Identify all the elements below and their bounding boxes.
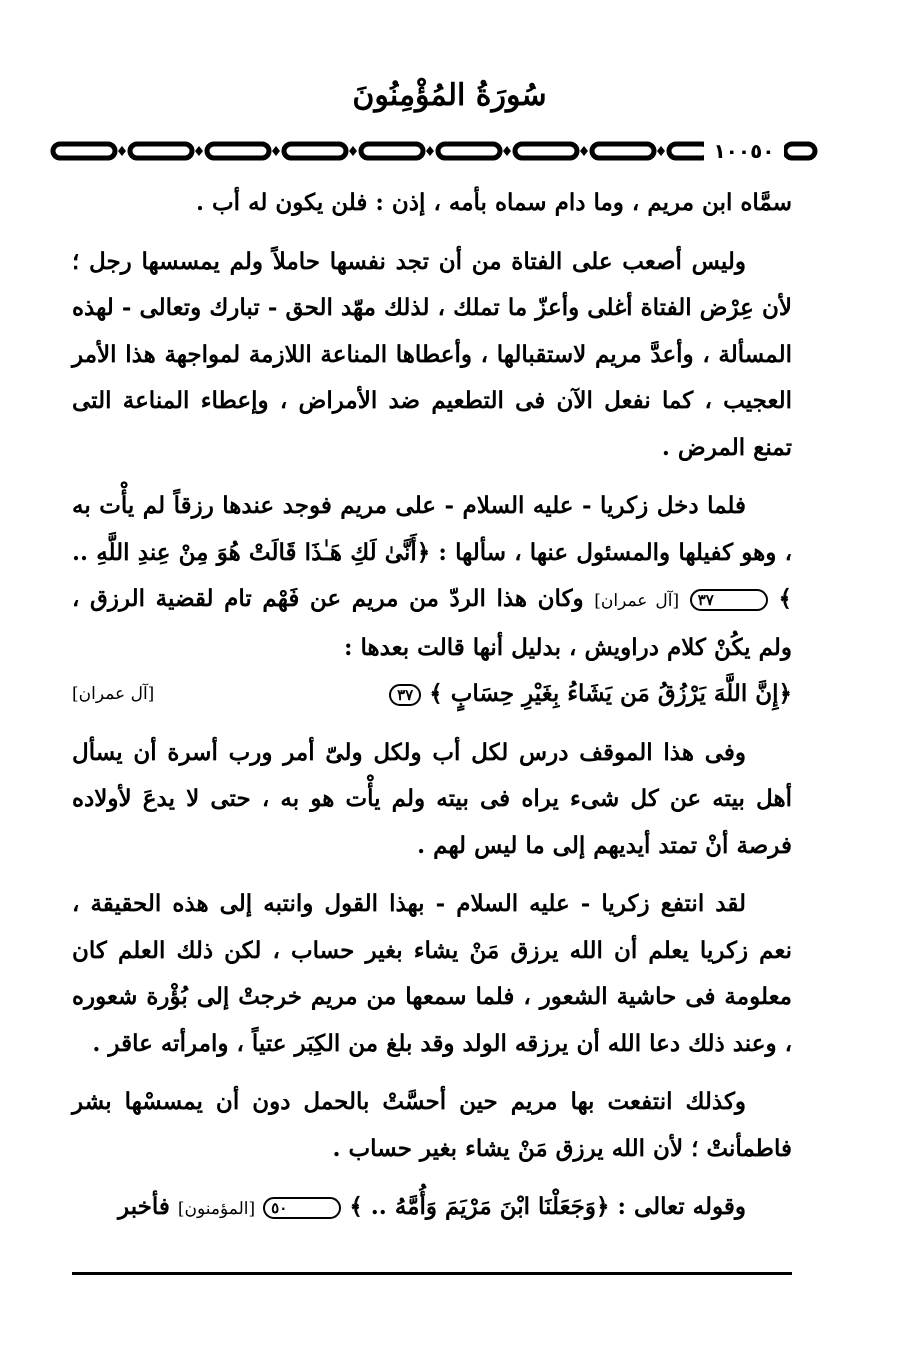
paragraph-with-verse [72,483,792,671]
paragraph-with-verse [72,1184,792,1233]
page-body [72,180,792,1245]
paragraph-text: وقوله تعالى : [609,1193,746,1220]
paragraph: سمَّاه ابن مريم ، وما دام سماه بأمه ، إذن : فلن يكون له أب . [196,189,792,216]
quran-verse: ﴿أَنَّىٰ لَكِ هَـٰذَا قَالَتْ هُوَ مِنْ عِندِ اللَّهِ .. ﴾ [72,538,792,612]
paragraph: وكذلك انتفعت بها مريم حين أحسَّتْ بالحمل دون أن يمسسْها بشر فاطمأنتْ ؛ لأن الله يرزق مَنْ يشاء بغير حساب . [72,1088,792,1162]
quran-verse: ﴿إِنَّ اللَّهَ يَرْزُقُ مَن يَشَاءُ بِغَيْرِ حِسَابٍ ﴾ [429,680,792,707]
verse-line [72,671,792,718]
footer-rule [72,1272,792,1275]
paragraph: وفى هذا الموقف درس لكل أب ولكل ولىّ أمر ورب أسرة أن يسأل أهل بيته عن كل شىء يراه فى بيته ولم يأْت هو به ، حتى لا يدعَ لأولاده فرصة أنْ تمتد أيديهم إلى ما ليس لهم . [72,738,792,859]
quran-verse: ﴿وَجَعَلْنَا ابْنَ مَرْيَمَ وَأُمَّهُ .. ﴾ [349,1193,610,1220]
paragraph: وليس أصعب على الفتاة من أن تجد نفسها حاملاً ولم يمسسها رجل ؛ لأن عِرْض الفتاة أغلى وأعزّ ما تملك ، لذلك مهّد الحق - تبارك وتعالى - لهذه المسألة ، وأعدَّ مريم لاستقبالها ، وأعطاها المناعة اللازمة لمواجهة هذا الأمر العجيب ، كما نفعل الآن فى التطعيم ضد الأمراض ، وإعطاء المناعة التى تمنع المرض . [72,247,792,461]
ayah-number: ٥٠ [263,1197,341,1219]
surah-reference: [المؤمنون] [177,1199,256,1219]
paragraph: لقد انتفع زكريا - عليه السلام - بهذا القول وانتبه إلى هذه الحقيقة ، نعم زكريا يعلم أن الله يرزق مَنْ يشاء بغير حساب ، لكن ذلك العلم كان معلومة فى حاشية الشعور ، فلما سمعها من مريم خرجتْ إلى بُؤْرة شعوره ، وعند ذلك دعا الله أن يرزقه الولد وقد بلغ من الكِبَر عتياً ، وامرأته عاقر . [72,890,792,1057]
surah-reference: [آل عمران] [72,684,155,704]
ayah-number: ٣٧ [690,589,768,611]
page-number: ١٠٠٥٠ [704,140,784,162]
surah-reference: [آل عمران] [594,591,680,611]
surah-title: سُورَةُ المُؤْمِنُونَ [352,78,547,113]
paragraph-text: وكان هذا الردّ من مريم عن فَهْم تام لقضية الرزق ، ولم يكُنْ كلام دراويش ، بدليل أنها قالت بعدها : [72,585,792,661]
paragraph-text: فأخبر [118,1193,178,1220]
ayah-number: ٣٧ [389,684,421,706]
paragraph-text: فلما دخل زكريا - عليه السلام - على مريم فوجد عندها رزقاً لم يأْت به ، وهو كفيلها والمسئول عنها ، سألها : [72,492,792,566]
